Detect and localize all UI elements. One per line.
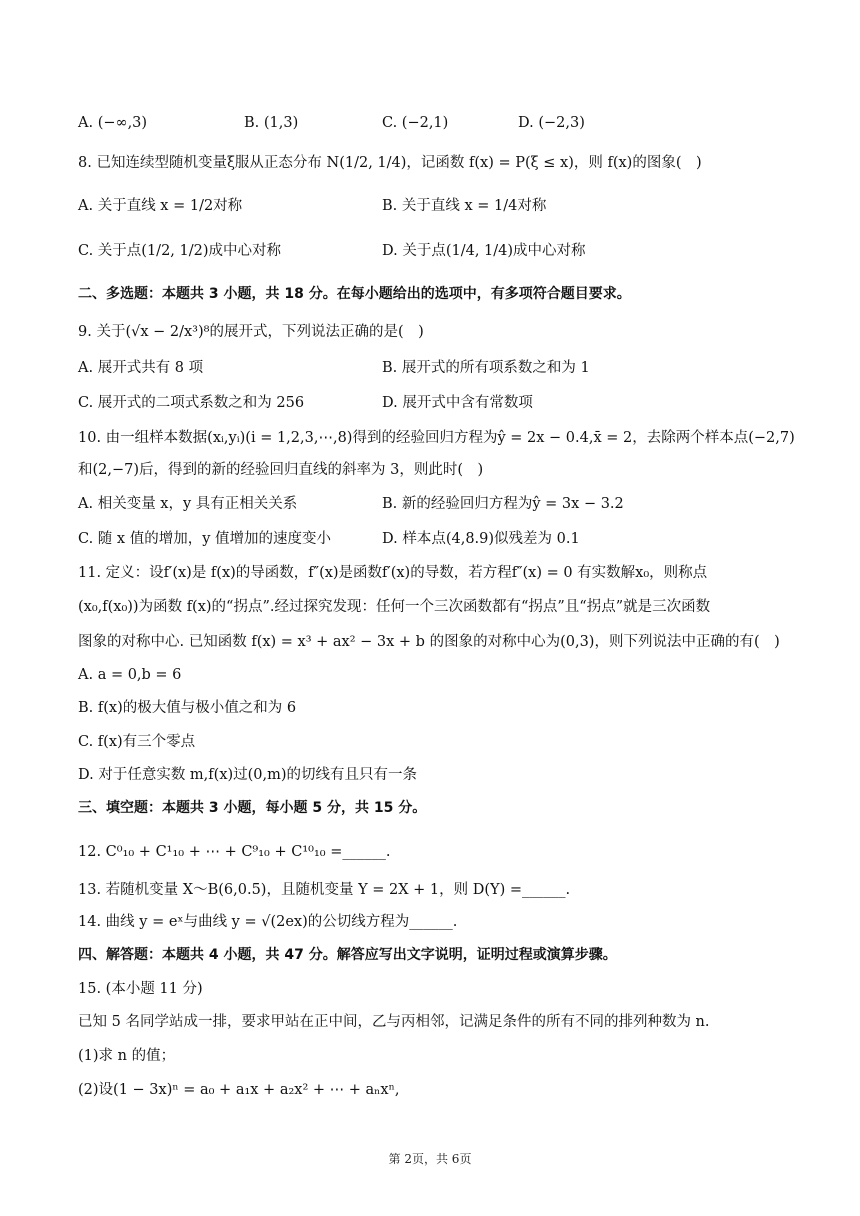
q9-option-a: A. 展开式共有 8 项 (78, 360, 204, 376)
q9-stem: 9. 关于(√x − 2/x³)⁸的展开式，下列说法正确的是( ) (78, 324, 424, 340)
q8-option-a: A. 关于直线 x = 1/2对称 (78, 198, 243, 214)
q15-part1: (1)求 n 的值； (78, 1048, 176, 1064)
page-footer: 第 2页，共 6页 (388, 1152, 472, 1166)
section-3-heading: 三、填空题：本题共 3 小题，每小题 5 分，共 15 分。 (78, 800, 427, 816)
q7-option-d: D. (−2,3) (518, 115, 585, 131)
q14: 14. 曲线 y = eˣ与曲线 y = √(2ex)的公切线方程为______. (78, 914, 458, 930)
section-4-heading: 四、解答题：本题共 4 小题，共 47 分。解答应写出文字说明，证明过程或演算步骤。 (78, 947, 617, 963)
q11-option-d: D. 对于任意实数 m,f(x)过(0,m)的切线有且只有一条 (78, 767, 418, 783)
q8-option-b: B. 关于直线 x = 1/4对称 (382, 198, 547, 214)
q12: 12. C⁰₁₀ + C¹₁₀ + ⋯ + C⁹₁₀ + C¹⁰₁₀ =______. (78, 844, 391, 860)
q10-option-a: A. 相关变量 x，y 具有正相关关系 (78, 496, 298, 512)
q15-part2: (2)设(1 − 3x)ⁿ = a₀ + a₁x + a₂x² + ⋯ + aₙxⁿ, (78, 1082, 400, 1098)
q10-option-c: C. 随 x 值的增加，y 值增加的速度变小 (78, 531, 331, 547)
q9-option-c: C. 展开式的二项式系数之和为 256 (78, 395, 305, 411)
q11-option-b: B. f(x)的极大值与极小值之和为 6 (78, 700, 297, 716)
q10-stem-line1: 10. 由一组样本数据(xᵢ,yᵢ)(i = 1,2,3,⋯,8)得到的经验回归方程为ŷ = 2x − 0.4,x̄ = 2，去除两个样本点(−2,7) (78, 430, 795, 446)
q11-option-a: A. a = 0,b = 6 (78, 667, 182, 683)
q10-stem-line2: 和(2,−7)后，得到的新的经验回归直线的斜率为 3，则此时( ) (78, 462, 484, 478)
q9-option-b: B. 展开式的所有项系数之和为 1 (382, 360, 590, 376)
q11-line1: 11. 定义：设f′(x)是 f(x)的导函数，f″(x)是函数f′(x)的导数，若方程f″(x) = 0 有实数解x₀，则称点 (78, 565, 708, 581)
q13: 13. 若随机变量 X～B(6,0.5)，且随机变量 Y = 2X + 1，则 D(Y) =______. (78, 882, 571, 898)
q8-option-d: D. 关于点(1/4, 1/4)成中心对称 (382, 243, 586, 259)
q7-option-a: A. (−∞,3) (78, 115, 148, 131)
q7-option-c: C. (−2,1) (382, 115, 449, 131)
q10-option-b: B. 新的经验回归方程为ŷ = 3x − 3.2 (382, 496, 624, 512)
q8-stem: 8. 已知连续型随机变量ξ服从正态分布 N(1/2, 1/4)，记函数 f(x) = P(ξ ≤ x)，则 f(x)的图象( ) (78, 155, 702, 171)
q8-option-c: C. 关于点(1/2, 1/2)成中心对称 (78, 243, 281, 259)
q7-option-b: B. (1,3) (244, 115, 299, 131)
q9-option-d: D. 展开式中含有常数项 (382, 395, 533, 411)
q15-title: 15. (本小题 11 分) (78, 981, 203, 997)
section-2-heading: 二、多选题：本题共 3 小题，共 18 分。在每小题给出的选项中，有多项符合题目要求。 (78, 286, 631, 302)
q15-body: 已知 5 名同学站成一排，要求甲站在正中间，乙与丙相邻，记满足条件的所有不同的排列种数为 n. (78, 1014, 710, 1030)
q11-line3: 图象的对称中心. 已知函数 f(x) = x³ + ax² − 3x + b 的图象的对称中心为(0,3)，则下列说法中正确的有( ) (78, 634, 780, 650)
q10-option-d: D. 样本点(4,8.9)似残差为 0.1 (382, 531, 580, 547)
q11-option-c: C. f(x)有三个零点 (78, 734, 196, 750)
q11-line2: (x₀,f(x₀))为函数 f(x)的“拐点”.经过探究发现：任何一个三次函数都有“拐点”且“拐点”就是三次函数 (78, 599, 711, 615)
